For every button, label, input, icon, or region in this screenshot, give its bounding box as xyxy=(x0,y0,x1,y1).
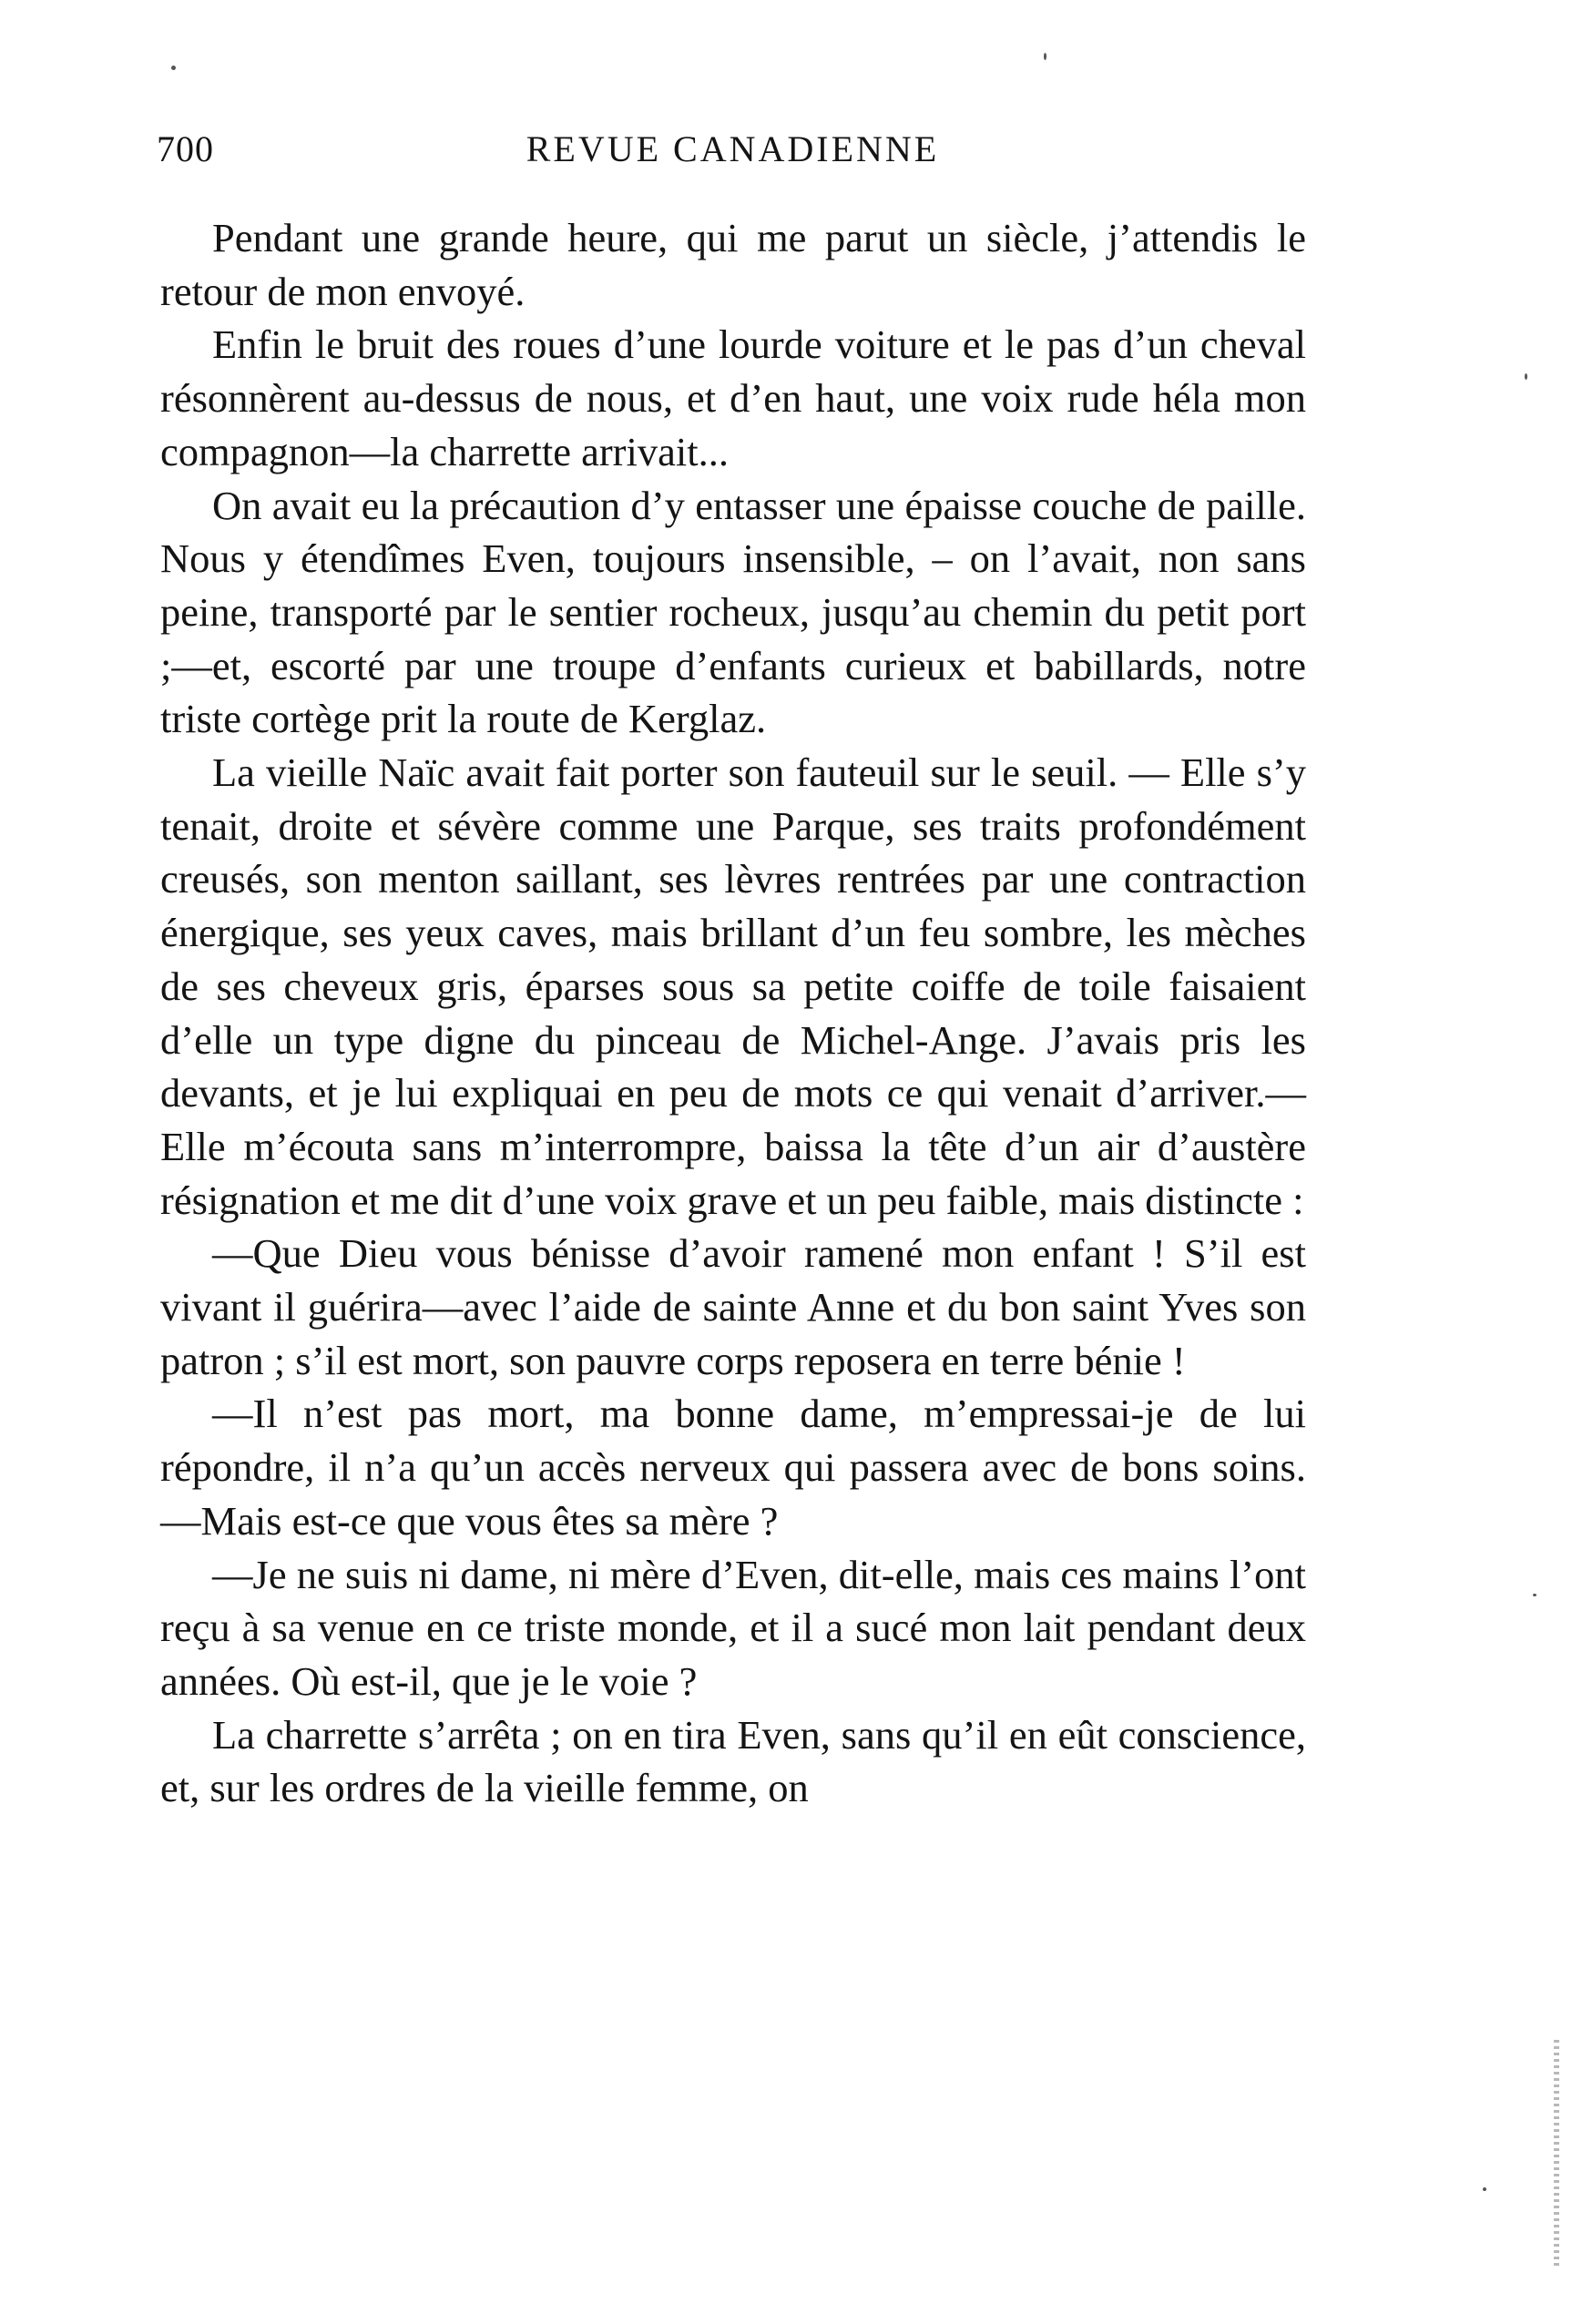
page-number: 700 xyxy=(157,128,214,169)
scan-speck xyxy=(1533,1594,1536,1596)
paragraph: On avait eu la précaution d’y entasser une épaisse couche de paille. Nous y étendîmes Even, toujours insensible, – on l’avait, non sans peine, transporté par le sentier rocheux, jusqu’au chemin du petit port ;—et, escorté par une troupe d’enfants curieux et babillards, notre triste cortège prit la route de Kerglaz. xyxy=(160,482,1306,742)
scan-speck xyxy=(1044,53,1046,60)
scan-speck xyxy=(1483,2187,1486,2191)
paragraph: Enfin le bruit des roues d’une lourde voiture et le pas d’un cheval résonnèrent au-dessus de nous, et d’en haut, une voix rude héla mon compagnon—la charrette arrivait... xyxy=(160,321,1306,474)
paragraph: La charrette s’arrêta ; on en tira Even, sans qu’il en eût conscience, et, sur les ordres de la vieille femme, on xyxy=(160,1711,1306,1811)
paragraph: —Que Dieu vous bénisse d’avoir ramené mon enfant ! S’il est vivant il guérira—avec l’aide de sainte Anne et du bon saint Yves son patron ; s’il est mort, son pauvre corps reposera en terre bénie ! xyxy=(160,1230,1306,1383)
scan-edge-mark xyxy=(1554,2040,1559,2268)
paragraph: —Je ne suis ni dame, ni mère d’Even, dit-elle, mais ces mains l’ont reçu à sa venue en ce triste monde, et il a sucé mon lait pendant deux années. Où est-il, que je le voie ? xyxy=(160,1551,1306,1704)
paragraph: La vieille Naïc avait fait porter son fauteuil sur le seuil. — Elle s’y tenait, droite et sévère comme une Parque, ses traits profondément creusés, son menton saillant, ses lèvres rentrées par une contraction énergique, ses yeux caves, mais brillant d’un feu sombre, les mèches de ses cheveux gris, éparses sous sa petite coiffe de toile faisaient d’elle un type digne du pinceau de Michel-Ange. J’avais pris les devants, et je lui expliquai en peu de mots ce qui venait d’arriver.—Elle m’écouta sans m’interrompre, baissa la tête d’un air d’austère résignation et me dit d’une voix grave et un peu faible, mais distincte : xyxy=(160,749,1306,1223)
paragraph: —Il n’est pas mort, ma bonne dame, m’empressai-je de lui répondre, il n’a qu’un accès nerveux qui passera avec de bons soins.—Mais est-ce que vous êtes sa mère ? xyxy=(160,1391,1306,1544)
body-text xyxy=(160,211,1306,1815)
scan-speck xyxy=(1525,373,1527,380)
page-header xyxy=(157,127,1309,182)
paragraph: Pendant une grande heure, qui me parut un siècle, j’attendis le retour de mon envoyé. xyxy=(160,215,1306,314)
running-head: REVUE CANADIENNE xyxy=(526,128,940,169)
scan-speck xyxy=(171,66,176,70)
